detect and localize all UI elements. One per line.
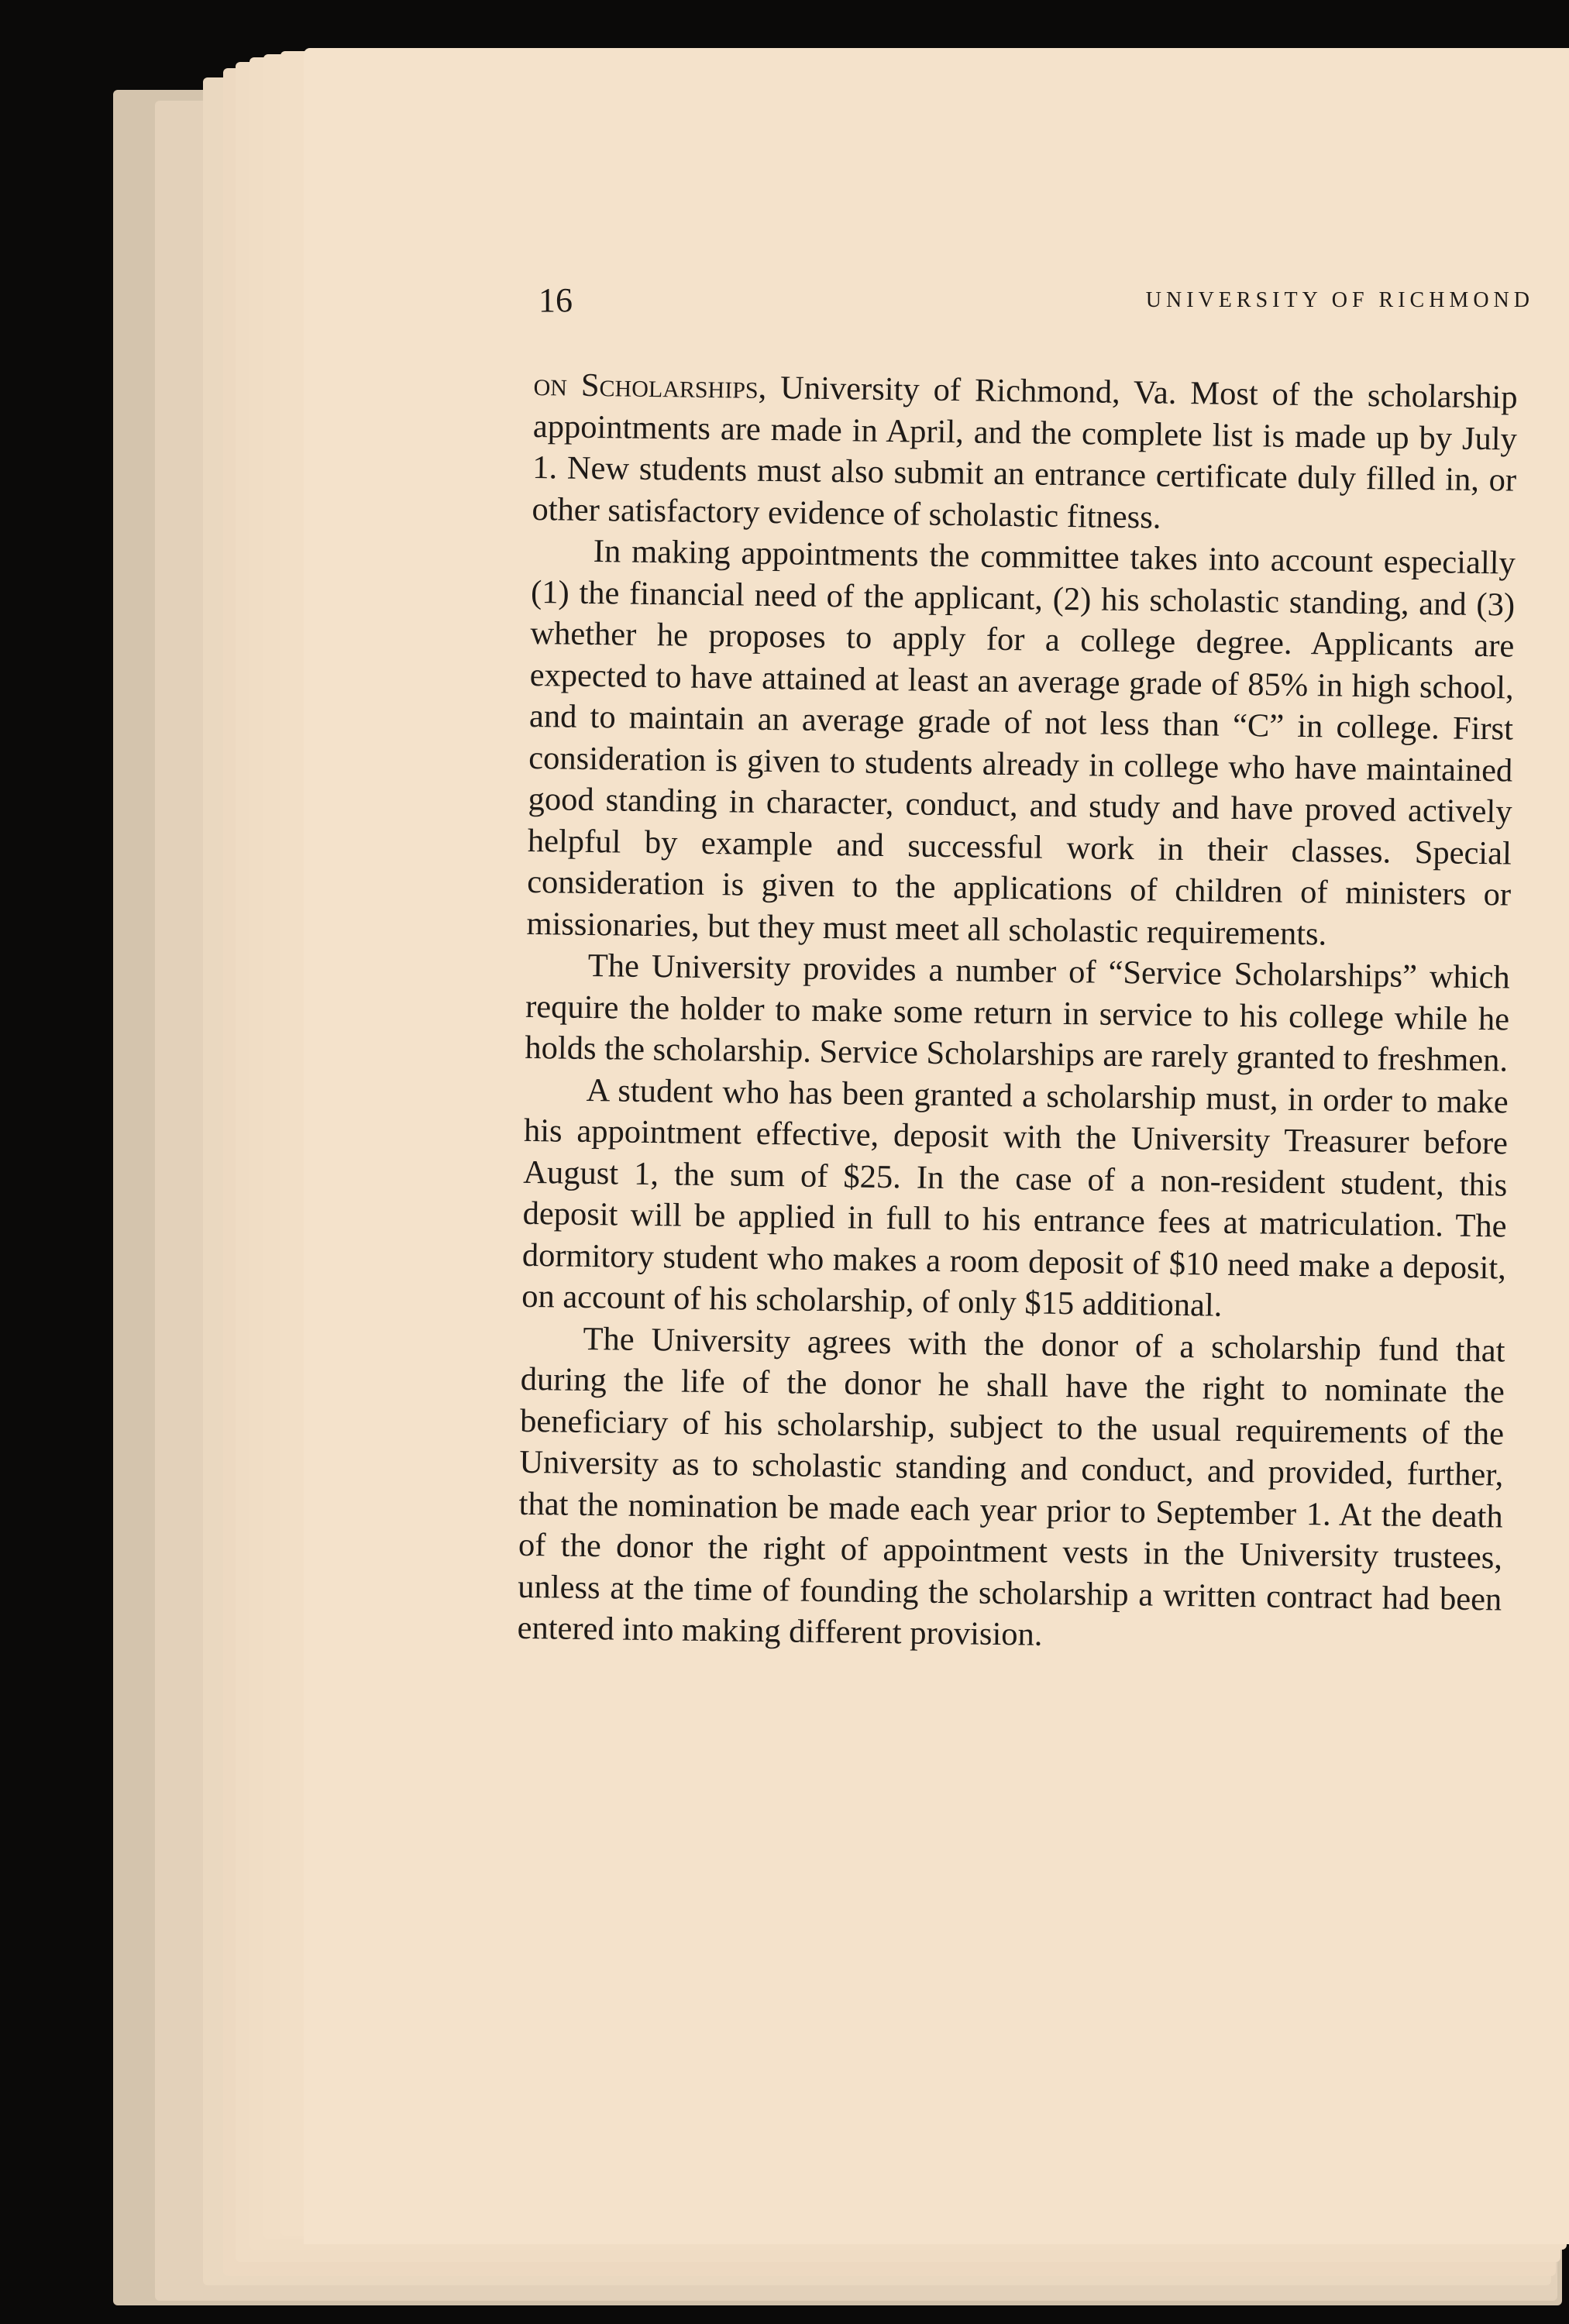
small-caps-lead: on Scholarships bbox=[533, 366, 759, 406]
body-text bbox=[517, 364, 1518, 1662]
paragraph-appointments: In making appointments the committee takes into account especially (1) the financial need of the applicant, (2) his scholastic standing, and (3) whether he proposes to apply for a college degree. Applicants are expected to have attained at least an average grade of 85% in high school, and to maintain an average grade of not less than “C” in college. First consideration is given to students already in college who have maintained good standing in character, conduct, and study and have proved actively helpful by example and successful work in their classes. Special consideration is given to the applications of children of ministers or missionaries, but they must meet all scholastic requirements. bbox=[526, 533, 1516, 952]
page-number: 16 bbox=[538, 281, 573, 319]
page-header bbox=[538, 280, 1534, 327]
paragraph-text: , University of Richmond, Va. Most of the scholarship appointments are made in April, and the complete list is made up by July 1. New students must also submit an entrance certificate duly filled in, or other satisfactory evidence of scholastic fitness. bbox=[532, 369, 1518, 536]
paragraph-service-scholarships: The University provides a number of “Service Scholarships” which require the holder to make some return in service to his college while he holds the scholarship. Service Scholarships are rarely granted to freshmen. bbox=[525, 947, 1511, 1079]
paragraph-deposit: A student who has been granted a scholarship must, in order to make his appointment effective, deposit with the University Treasurer before August 1, the sum of $25. In the case of a non-resident student, this deposit will be applied in full to his entrance fees at matriculation. The dormitory student who makes a room deposit of $10 need make a deposit, on account of his scholarship, of only $15 additional. bbox=[521, 1071, 1509, 1324]
paragraph-donor-rights: The University agrees with the donor of a scholarship fund that during the life of the donor he shall have the right to nominate the beneficiary of his scholarship, subject to the usual requirements of the University as to scholastic standing and conduct, and provided, further, that the nomination be made each year prior to September 1. At the death of the donor the right of appointment vests in the University trustees, unless at the time of founding the scholarship a written contract had been entered into making different provision. bbox=[517, 1320, 1505, 1653]
running-head: UNIVERSITY OF RICHMOND bbox=[1145, 288, 1534, 312]
paragraph-continuation bbox=[532, 364, 1518, 543]
book-page bbox=[304, 48, 1569, 2244]
